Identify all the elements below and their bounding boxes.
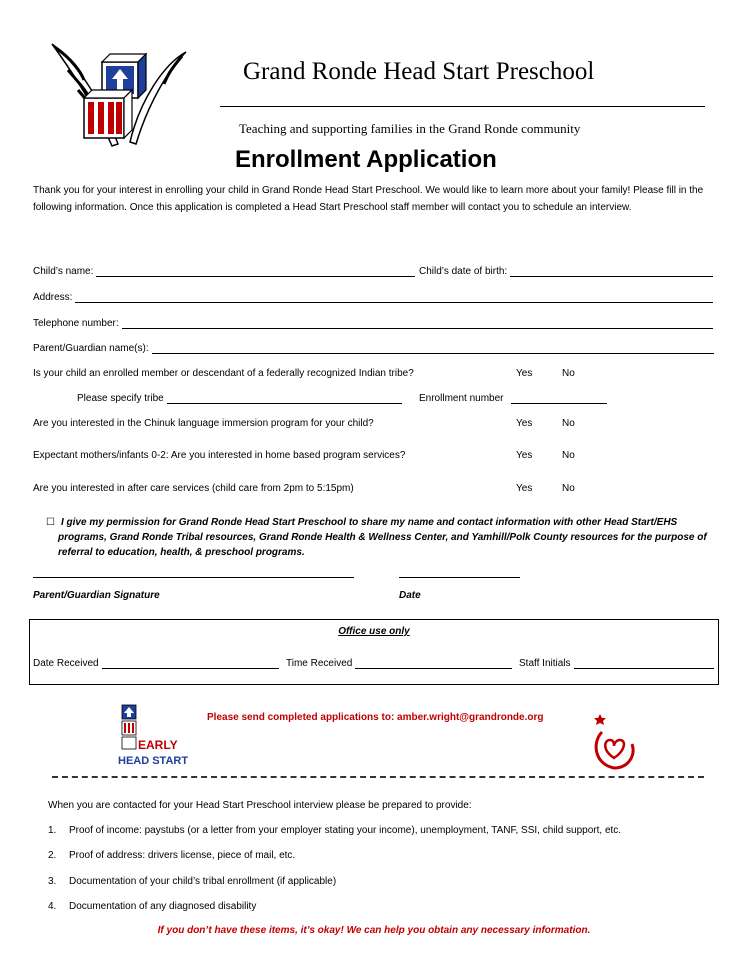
intro-text: Thank you for your interest in enrolling your child in Grand Ronde Head Start Preschool. We would like to learn more about your family! Please fill in the following information. Once this application is completed a Head Start Preschool staff member will contact you to schedule an interview. <box>33 185 704 213</box>
date-label: Date <box>399 590 421 601</box>
child-name-label: Child’s name: <box>33 266 94 277</box>
staff-initials-label: Staff Initials <box>519 658 571 669</box>
child-dob-field[interactable] <box>510 266 713 277</box>
heart-logo-icon <box>588 710 638 772</box>
after-care-no[interactable]: No <box>562 483 575 494</box>
date-received-field[interactable] <box>102 658 279 669</box>
chinuk-question: Are you interested in the Chinuk language immersion program for your child? <box>33 418 374 429</box>
specify-tribe-label: Please specify tribe <box>77 393 164 404</box>
tribe-yes[interactable]: Yes <box>516 368 533 379</box>
cut-line <box>52 776 704 778</box>
prepare-item-number: 3. <box>48 876 57 887</box>
after-care-question: Are you interested in after care services (child care from 2pm to 5:15pm) <box>33 483 354 494</box>
staff-initials-field[interactable] <box>574 658 714 669</box>
time-received-field[interactable] <box>355 658 512 669</box>
org-title: Grand Ronde Head Start Preschool <box>243 58 595 85</box>
child-name-row <box>33 266 415 277</box>
office-use-title: Office use only <box>338 626 410 637</box>
prepare-item-text: Documentation of any diagnosed disability <box>69 901 257 912</box>
address-row <box>33 292 713 303</box>
guardian-signature-label: Parent/Guardian Signature <box>33 590 160 601</box>
prepare-intro: When you are contacted for your Head Start Preschool interview please be prepared to provide: <box>48 800 472 811</box>
address-label: Address: <box>33 292 73 303</box>
send-instructions: Please send completed applications to: amber.wright@grandronde.org <box>207 712 544 723</box>
closing-note: If you don’t have these items, it’s okay! We can help you obtain any necessary information. <box>157 925 591 936</box>
permission-block <box>46 515 725 560</box>
expectant-yes[interactable]: Yes <box>516 450 533 461</box>
prepare-item-text: Proof of address: drivers license, piece of mail, etc. <box>69 850 296 861</box>
date-received-row <box>33 658 279 669</box>
enrollment-number-row <box>419 393 607 404</box>
time-received-row <box>286 658 512 669</box>
time-received-label: Time Received <box>286 658 353 669</box>
permission-text: I give my permission for Grand Ronde Head Start Preschool to share my name and contact information with other Head Start/EHS programs, Grand Ronde Tribal resources, Grand Ronde Health & Wellness Center, and Yamhill/Polk County resources for the purpose of referral to education, health, & preschool programs. <box>58 517 707 558</box>
staff-initials-row <box>519 658 714 669</box>
child-dob-row <box>419 266 713 277</box>
form-title: Enrollment Application <box>235 146 497 173</box>
prepare-item-text: Proof of income: paystubs (or a letter from your employer stating your income), unemployment, TANF, SSI, child support, etc. <box>69 825 622 836</box>
after-care-yes[interactable]: Yes <box>516 483 533 494</box>
head-start-label: HEAD START <box>118 755 189 767</box>
header-divider <box>220 106 705 107</box>
permission-checkbox[interactable]: ☐ <box>46 517 55 528</box>
date-line[interactable] <box>399 577 520 578</box>
expectant-question: Expectant mothers/infants 0-2: Are you interested in home based program services? <box>33 450 406 461</box>
child-dob-label: Child’s date of birth: <box>419 266 508 277</box>
prepare-item-number: 4. <box>48 901 57 912</box>
prepare-item-text: Documentation of your child’s tribal enrollment (if applicable) <box>69 876 337 887</box>
prepare-item-number: 2. <box>48 850 57 861</box>
expectant-no[interactable]: No <box>562 450 575 461</box>
guardian-label: Parent/Guardian name(s): <box>33 343 149 354</box>
specify-tribe-field[interactable] <box>167 393 402 404</box>
child-name-field[interactable] <box>96 266 415 277</box>
enrollment-number-field[interactable] <box>511 393 607 404</box>
tribe-question: Is your child an enrolled member or descendant of a federally recognized Indian tribe? <box>33 368 414 379</box>
guardian-signature-line[interactable] <box>33 577 354 578</box>
date-received-label: Date Received <box>33 658 99 669</box>
specify-tribe-row <box>77 393 402 404</box>
guardian-row <box>33 343 714 354</box>
tribe-no[interactable]: No <box>562 368 575 379</box>
telephone-label: Telephone number: <box>33 318 119 329</box>
guardian-field[interactable] <box>152 343 714 354</box>
address-field[interactable] <box>75 292 713 303</box>
grand-ronde-logo <box>44 40 194 150</box>
enrollment-number-label: Enrollment number <box>419 393 504 404</box>
early-label: EARLY <box>138 738 178 752</box>
telephone-field[interactable] <box>122 318 713 329</box>
prepare-item-number: 1. <box>48 825 57 836</box>
telephone-row <box>33 318 713 329</box>
tagline: Teaching and supporting families in the Grand Ronde community <box>239 121 581 136</box>
chinuk-yes[interactable]: Yes <box>516 418 533 429</box>
chinuk-no[interactable]: No <box>562 418 575 429</box>
